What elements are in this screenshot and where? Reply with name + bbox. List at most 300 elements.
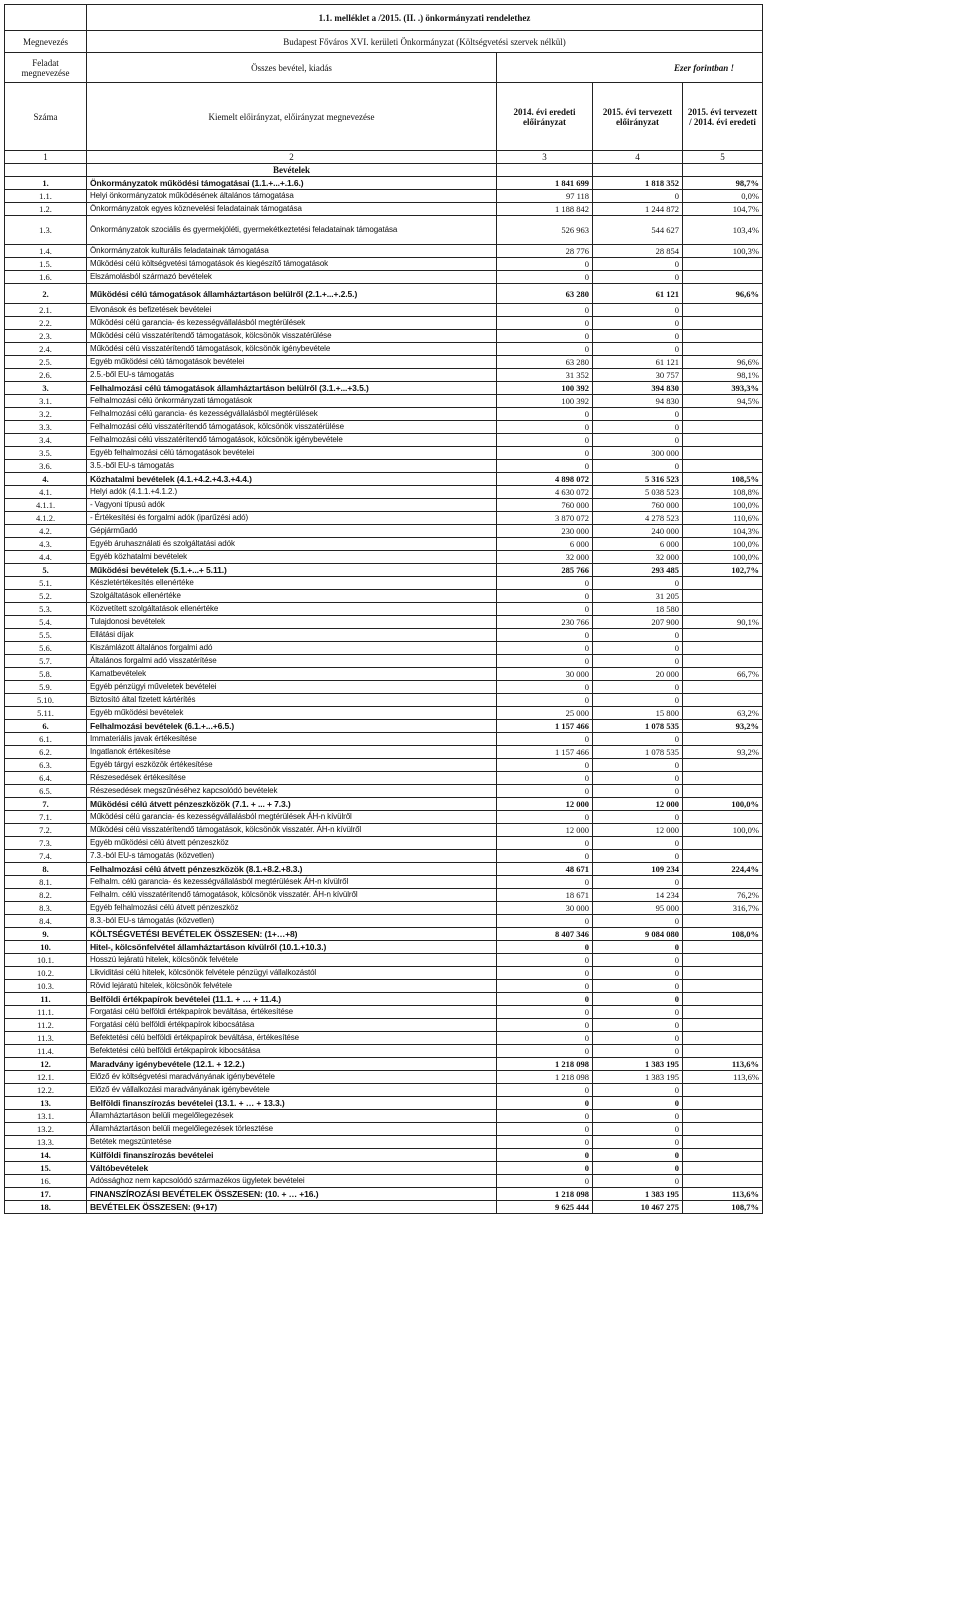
row-ratio bbox=[683, 343, 763, 356]
row-number: 11. bbox=[5, 993, 87, 1006]
index-2: 2 bbox=[87, 151, 497, 164]
row-number: 5.4. bbox=[5, 616, 87, 629]
row-description: Működési célú visszatérítendő támogatások, kölcsönök visszatérülése bbox=[87, 330, 497, 343]
row-2015-value: 240 000 bbox=[593, 525, 683, 538]
row-description: Felhalmozási célú garancia- és kezességvállalásból megtérülések bbox=[87, 408, 497, 421]
row-number: 5.8. bbox=[5, 668, 87, 681]
row-number: 16. bbox=[5, 1175, 87, 1188]
row-number: 5.5. bbox=[5, 629, 87, 642]
table-row bbox=[5, 616, 763, 629]
row-2015-value: 0 bbox=[593, 304, 683, 317]
row-ratio bbox=[683, 629, 763, 642]
row-number: 12.2. bbox=[5, 1084, 87, 1097]
row-2015-value: 10 467 275 bbox=[593, 1201, 683, 1214]
row-2015-value: 0 bbox=[593, 577, 683, 590]
section-title: Bevételek bbox=[87, 164, 497, 177]
row-ratio bbox=[683, 733, 763, 746]
row-number: 5.11. bbox=[5, 707, 87, 720]
row-ratio bbox=[683, 642, 763, 655]
row-ratio bbox=[683, 941, 763, 954]
row-number: 10.2. bbox=[5, 967, 87, 980]
row-number: 4.3. bbox=[5, 538, 87, 551]
table-row bbox=[5, 824, 763, 837]
row-number: 2.3. bbox=[5, 330, 87, 343]
row-description: Forgatási célú belföldi értékpapírok beváltása, értékesítése bbox=[87, 1006, 497, 1019]
row-description: Felhalm. célú garancia- és kezességvállalásból megtérülések ÁH-n kívülről bbox=[87, 876, 497, 889]
row-number: 17. bbox=[5, 1188, 87, 1201]
row-2015-value: 20 000 bbox=[593, 668, 683, 681]
table-row bbox=[5, 343, 763, 356]
row-2014-value: 0 bbox=[497, 915, 593, 928]
row-2014-value: 0 bbox=[497, 317, 593, 330]
row-number: 7.1. bbox=[5, 811, 87, 824]
row-2015-value: 0 bbox=[593, 1045, 683, 1058]
col-2014-header: 2014. évi eredeti előirányzat bbox=[497, 83, 593, 151]
row-description: Maradvány igénybevétele (12.1. + 12.2.) bbox=[87, 1058, 497, 1071]
table-row bbox=[5, 1110, 763, 1123]
row-ratio bbox=[683, 1045, 763, 1058]
row-2015-value: 0 bbox=[593, 811, 683, 824]
row-2015-value: 300 000 bbox=[593, 447, 683, 460]
row-number: 8.3. bbox=[5, 902, 87, 915]
row-description: Egyéb pénzügyi műveletek bevételei bbox=[87, 681, 497, 694]
table-row bbox=[5, 317, 763, 330]
row-ratio bbox=[683, 1006, 763, 1019]
row-ratio bbox=[683, 304, 763, 317]
row-2014-value: 9 625 444 bbox=[497, 1201, 593, 1214]
row-description: Részesedések értékesítése bbox=[87, 772, 497, 785]
row-2014-value: 8 407 346 bbox=[497, 928, 593, 941]
row-description: Egyéb áruhasználati és szolgáltatási adók bbox=[87, 538, 497, 551]
row-2014-value: 100 392 bbox=[497, 395, 593, 408]
row-description: BEVÉTELEK ÖSSZESEN: (9+17) bbox=[87, 1201, 497, 1214]
table-row bbox=[5, 1071, 763, 1084]
table-row bbox=[5, 551, 763, 564]
row-description: Helyi önkormányzatok működésének általános támogatása bbox=[87, 190, 497, 203]
table-row bbox=[5, 460, 763, 473]
row-2014-value: 0 bbox=[497, 759, 593, 772]
table-row bbox=[5, 967, 763, 980]
row-ratio: 113,6% bbox=[683, 1071, 763, 1084]
row-ratio: 98,7% bbox=[683, 177, 763, 190]
row-ratio: 93,2% bbox=[683, 746, 763, 759]
row-ratio: 113,6% bbox=[683, 1188, 763, 1201]
row-2014-value: 0 bbox=[497, 1175, 593, 1188]
table-row bbox=[5, 434, 763, 447]
row-ratio bbox=[683, 980, 763, 993]
table-row bbox=[5, 811, 763, 824]
row-description: Ellátási díjak bbox=[87, 629, 497, 642]
row-2014-value: 25 000 bbox=[497, 707, 593, 720]
row-description: Önkormányzatok működési támogatásai (1.1.+...+.1.6.) bbox=[87, 177, 497, 190]
table-row bbox=[5, 1188, 763, 1201]
table-body bbox=[5, 177, 763, 1214]
table-row bbox=[5, 473, 763, 486]
currency-note: Ezer forintban ! bbox=[497, 53, 763, 83]
row-description: Önkormányzatok szociális és gyermekjóléti, gyermekétkeztetési feladatainak támogatása bbox=[87, 216, 497, 245]
table-row bbox=[5, 837, 763, 850]
row-2015-value: 0 bbox=[593, 1019, 683, 1032]
row-number: 3.2. bbox=[5, 408, 87, 421]
row-2014-value: 0 bbox=[497, 271, 593, 284]
row-2015-value: 0 bbox=[593, 434, 683, 447]
row-2014-value: 0 bbox=[497, 941, 593, 954]
row-ratio bbox=[683, 434, 763, 447]
row-2014-value: 0 bbox=[497, 1084, 593, 1097]
row-2014-value: 0 bbox=[497, 967, 593, 980]
row-2015-value: 94 830 bbox=[593, 395, 683, 408]
table-row bbox=[5, 889, 763, 902]
row-description: Tulajdonosi bevételek bbox=[87, 616, 497, 629]
task-value: Összes bevétel, kiadás bbox=[87, 53, 497, 83]
row-ratio: 224,4% bbox=[683, 863, 763, 876]
row-2014-value: 0 bbox=[497, 1149, 593, 1162]
row-ratio: 94,5% bbox=[683, 395, 763, 408]
row-ratio: 104,7% bbox=[683, 203, 763, 216]
table-row bbox=[5, 1162, 763, 1175]
row-2014-value: 230 766 bbox=[497, 616, 593, 629]
table-row bbox=[5, 993, 763, 1006]
budget-table bbox=[4, 4, 763, 1214]
row-description: Felhalm. célú visszatérítendő támogatások, kölcsönök visszatér. ÁH-n kívülről bbox=[87, 889, 497, 902]
row-2015-value: 18 580 bbox=[593, 603, 683, 616]
row-2014-value: 30 000 bbox=[497, 902, 593, 915]
row-2014-value: 0 bbox=[497, 603, 593, 616]
table-row bbox=[5, 258, 763, 271]
row-description: Egyéb tárgyi eszközök értékesítése bbox=[87, 759, 497, 772]
table-row bbox=[5, 577, 763, 590]
row-2015-value: 0 bbox=[593, 954, 683, 967]
row-description: Működési célú támogatások államháztartáson belülről (2.1.+...+.2.5.) bbox=[87, 284, 497, 304]
row-description: Likviditási célú hitelek, kölcsönök felvétele pénzügyi vállalkozástól bbox=[87, 967, 497, 980]
row-number: 11.4. bbox=[5, 1045, 87, 1058]
row-2014-value: 0 bbox=[497, 694, 593, 707]
row-number: 11.2. bbox=[5, 1019, 87, 1032]
row-description: Kiszámlázott általános forgalmi adó bbox=[87, 642, 497, 655]
row-2014-value: 1 218 098 bbox=[497, 1188, 593, 1201]
row-2015-value: 32 000 bbox=[593, 551, 683, 564]
table-row bbox=[5, 190, 763, 203]
row-2014-value: 0 bbox=[497, 655, 593, 668]
row-ratio bbox=[683, 915, 763, 928]
table-row bbox=[5, 525, 763, 538]
row-ratio bbox=[683, 837, 763, 850]
row-ratio bbox=[683, 967, 763, 980]
row-2015-value: 28 854 bbox=[593, 245, 683, 258]
table-row bbox=[5, 395, 763, 408]
row-number: 7. bbox=[5, 798, 87, 811]
row-ratio bbox=[683, 1162, 763, 1175]
row-ratio bbox=[683, 1110, 763, 1123]
row-2015-value: 95 000 bbox=[593, 902, 683, 915]
row-2014-value: 0 bbox=[497, 811, 593, 824]
table-row bbox=[5, 382, 763, 395]
budget-sheet bbox=[4, 4, 762, 1214]
row-number: 13.3. bbox=[5, 1136, 87, 1149]
table-row bbox=[5, 850, 763, 863]
table-row bbox=[5, 798, 763, 811]
row-2015-value: 0 bbox=[593, 1175, 683, 1188]
row-ratio bbox=[683, 993, 763, 1006]
row-description: Előző év költségvetési maradványának igénybevétele bbox=[87, 1071, 497, 1084]
row-2015-value: 0 bbox=[593, 1097, 683, 1110]
row-2014-value: 63 280 bbox=[497, 356, 593, 369]
table-row bbox=[5, 785, 763, 798]
row-description: 2.5.-ből EU-s támogatás bbox=[87, 369, 497, 382]
row-number: 1.3. bbox=[5, 216, 87, 245]
row-2014-value: 3 870 072 bbox=[497, 512, 593, 525]
row-description: Általános forgalmi adó visszatérítése bbox=[87, 655, 497, 668]
table-row bbox=[5, 216, 763, 245]
row-number: 12. bbox=[5, 1058, 87, 1071]
row-ratio bbox=[683, 1019, 763, 1032]
row-description: Működési célú visszatérítendő támogatások, kölcsönök igénybevétele bbox=[87, 343, 497, 356]
row-ratio: 76,2% bbox=[683, 889, 763, 902]
row-ratio bbox=[683, 408, 763, 421]
row-2015-value: 0 bbox=[593, 1006, 683, 1019]
col-2015-header: 2015. évi tervezett előirányzat bbox=[593, 83, 683, 151]
table-row bbox=[5, 408, 763, 421]
row-2015-value: 1 078 535 bbox=[593, 720, 683, 733]
row-ratio bbox=[683, 421, 763, 434]
row-number: 1.6. bbox=[5, 271, 87, 284]
row-ratio: 108,8% bbox=[683, 486, 763, 499]
row-2014-value: 1 188 842 bbox=[497, 203, 593, 216]
table-row bbox=[5, 1019, 763, 1032]
row-ratio bbox=[683, 694, 763, 707]
table-row bbox=[5, 1006, 763, 1019]
table-row bbox=[5, 928, 763, 941]
table-row bbox=[5, 590, 763, 603]
row-number: 10.1. bbox=[5, 954, 87, 967]
row-description: Működési célú átvett pénzeszközök (7.1. + ... + 7.3.) bbox=[87, 798, 497, 811]
row-number: 10.3. bbox=[5, 980, 87, 993]
row-ratio bbox=[683, 1175, 763, 1188]
row-2015-value: 1 244 872 bbox=[593, 203, 683, 216]
row-2014-value: 285 766 bbox=[497, 564, 593, 577]
row-number: 13. bbox=[5, 1097, 87, 1110]
row-ratio bbox=[683, 447, 763, 460]
row-number: 9. bbox=[5, 928, 87, 941]
row-description: Működési bevételek (5.1.+...+ 5.11.) bbox=[87, 564, 497, 577]
row-2015-value: 1 818 352 bbox=[593, 177, 683, 190]
row-description: Önkormányzatok egyes köznevelési feladatainak támogatása bbox=[87, 203, 497, 216]
row-2015-value: 0 bbox=[593, 408, 683, 421]
table-row bbox=[5, 668, 763, 681]
row-ratio: 98,1% bbox=[683, 369, 763, 382]
row-2015-value: 0 bbox=[593, 1162, 683, 1175]
row-number: 8.4. bbox=[5, 915, 87, 928]
row-description: KÖLTSÉGVETÉSI BEVÉTELEK ÖSSZESEN: (1+…+8) bbox=[87, 928, 497, 941]
table-row bbox=[5, 447, 763, 460]
row-ratio: 316,7% bbox=[683, 902, 763, 915]
row-2015-value: 5 316 523 bbox=[593, 473, 683, 486]
row-2014-value: 0 bbox=[497, 258, 593, 271]
row-2015-value: 14 234 bbox=[593, 889, 683, 902]
row-2015-value: 0 bbox=[593, 1123, 683, 1136]
row-2015-value: 0 bbox=[593, 733, 683, 746]
row-2015-value: 6 000 bbox=[593, 538, 683, 551]
row-description: Helyi adók (4.1.1.+4.1.2.) bbox=[87, 486, 497, 499]
row-ratio bbox=[683, 1084, 763, 1097]
table-row bbox=[5, 512, 763, 525]
row-2015-value: 0 bbox=[593, 421, 683, 434]
row-2015-value: 0 bbox=[593, 694, 683, 707]
row-2015-value: 12 000 bbox=[593, 824, 683, 837]
row-ratio: 108,0% bbox=[683, 928, 763, 941]
corner-cell bbox=[5, 5, 87, 31]
row-2014-value: 31 352 bbox=[497, 369, 593, 382]
row-number: 1.4. bbox=[5, 245, 87, 258]
table-row bbox=[5, 941, 763, 954]
row-2015-value: 30 757 bbox=[593, 369, 683, 382]
row-2014-value: 100 392 bbox=[497, 382, 593, 395]
row-2014-value: 0 bbox=[497, 1019, 593, 1032]
row-2015-value: 1 383 195 bbox=[593, 1058, 683, 1071]
row-2014-value: 0 bbox=[497, 850, 593, 863]
row-2014-value: 18 671 bbox=[497, 889, 593, 902]
row-description: Adóssághoz nem kapcsolódó származékos ügyletek bevételei bbox=[87, 1175, 497, 1188]
table-row bbox=[5, 486, 763, 499]
row-2015-value: 61 121 bbox=[593, 284, 683, 304]
row-description: Önkormányzatok kulturális feladatainak támogatása bbox=[87, 245, 497, 258]
row-2014-value: 48 671 bbox=[497, 863, 593, 876]
row-description: FINANSZÍROZÁSI BEVÉTELEK ÖSSZESEN: (10. + … +16.) bbox=[87, 1188, 497, 1201]
row-description: Forgatási célú belföldi értékpapírok kibocsátása bbox=[87, 1019, 497, 1032]
row-ratio bbox=[683, 811, 763, 824]
row-number: 1. bbox=[5, 177, 87, 190]
row-ratio: 103,4% bbox=[683, 216, 763, 245]
org-value: Budapest Főváros XVI. kerületi Önkormányzat (Költségvetési szervek nélkül) bbox=[87, 31, 763, 53]
row-number: 4.1. bbox=[5, 486, 87, 499]
row-2014-value: 0 bbox=[497, 954, 593, 967]
row-2014-value: 526 963 bbox=[497, 216, 593, 245]
row-description: Működési célú garancia- és kezességvállalásból megtérülések bbox=[87, 317, 497, 330]
row-ratio: 96,6% bbox=[683, 356, 763, 369]
row-2015-value: 0 bbox=[593, 1149, 683, 1162]
row-number: 11.1. bbox=[5, 1006, 87, 1019]
row-description: Rövid lejáratú hitelek, kölcsönök felvétele bbox=[87, 980, 497, 993]
row-2014-value: 0 bbox=[497, 980, 593, 993]
table-row bbox=[5, 177, 763, 190]
row-ratio: 96,6% bbox=[683, 284, 763, 304]
row-2014-value: 0 bbox=[497, 1006, 593, 1019]
row-2015-value: 0 bbox=[593, 330, 683, 343]
row-2014-value: 0 bbox=[497, 460, 593, 473]
row-2015-value: 0 bbox=[593, 967, 683, 980]
row-number: 5.6. bbox=[5, 642, 87, 655]
row-ratio: 100,3% bbox=[683, 245, 763, 258]
row-number: 3.5. bbox=[5, 447, 87, 460]
table-row bbox=[5, 304, 763, 317]
col-name-header: Kiemelt előirányzat, előirányzat megnevezése bbox=[87, 83, 497, 151]
row-description: Elvonások és befizetések bevételei bbox=[87, 304, 497, 317]
row-number: 3.6. bbox=[5, 460, 87, 473]
row-2014-value: 0 bbox=[497, 1032, 593, 1045]
row-number: 8.2. bbox=[5, 889, 87, 902]
row-2014-value: 0 bbox=[497, 447, 593, 460]
table-row bbox=[5, 902, 763, 915]
row-2015-value: 394 830 bbox=[593, 382, 683, 395]
row-2014-value: 0 bbox=[497, 772, 593, 785]
row-2015-value: 0 bbox=[593, 993, 683, 1006]
row-ratio: 104,3% bbox=[683, 525, 763, 538]
row-ratio bbox=[683, 330, 763, 343]
row-description: Működési célú költségvetési támogatások és kiegészítő támogatások bbox=[87, 258, 497, 271]
row-number: 3.4. bbox=[5, 434, 87, 447]
row-description: - Vagyoni típusú adók bbox=[87, 499, 497, 512]
row-ratio bbox=[683, 1136, 763, 1149]
row-2015-value: 1 383 195 bbox=[593, 1188, 683, 1201]
row-ratio bbox=[683, 577, 763, 590]
row-ratio: 100,0% bbox=[683, 798, 763, 811]
row-2015-value: 0 bbox=[593, 941, 683, 954]
row-2015-value: 0 bbox=[593, 258, 683, 271]
row-ratio: 100,0% bbox=[683, 824, 763, 837]
row-2015-value: 0 bbox=[593, 876, 683, 889]
row-number: 5.3. bbox=[5, 603, 87, 616]
index-1: 1 bbox=[5, 151, 87, 164]
row-description: Biztosító által fizetett kártérítés bbox=[87, 694, 497, 707]
row-ratio: 100,0% bbox=[683, 538, 763, 551]
row-description: Készletértékesítés ellenértéke bbox=[87, 577, 497, 590]
row-2014-value: 32 000 bbox=[497, 551, 593, 564]
row-description: Felhalmozási célú támogatások államháztartáson belülről (3.1.+...+3.5.) bbox=[87, 382, 497, 395]
row-description: Befektetési célú belföldi értékpapírok kibocsátása bbox=[87, 1045, 497, 1058]
row-2015-value: 5 038 523 bbox=[593, 486, 683, 499]
row-2015-value: 0 bbox=[593, 343, 683, 356]
table-row bbox=[5, 694, 763, 707]
table-row bbox=[5, 1136, 763, 1149]
row-ratio: 113,6% bbox=[683, 1058, 763, 1071]
row-description: Államháztartáson belüli megelőlegezések bbox=[87, 1110, 497, 1123]
table-row bbox=[5, 629, 763, 642]
row-ratio bbox=[683, 759, 763, 772]
row-2015-value: 0 bbox=[593, 785, 683, 798]
row-ratio: 108,5% bbox=[683, 473, 763, 486]
row-2014-value: 0 bbox=[497, 629, 593, 642]
row-2015-value: 760 000 bbox=[593, 499, 683, 512]
row-number: 3. bbox=[5, 382, 87, 395]
row-ratio: 100,0% bbox=[683, 499, 763, 512]
row-2014-value: 28 776 bbox=[497, 245, 593, 258]
row-number: 4.1.2. bbox=[5, 512, 87, 525]
table-row bbox=[5, 271, 763, 284]
row-description: Működési célú garancia- és kezességvállalásból megtérülések ÁH-n kívülről bbox=[87, 811, 497, 824]
table-row bbox=[5, 1123, 763, 1136]
row-2015-value: 61 121 bbox=[593, 356, 683, 369]
row-2014-value: 0 bbox=[497, 590, 593, 603]
row-2014-value: 1 157 466 bbox=[497, 720, 593, 733]
row-2014-value: 0 bbox=[497, 1097, 593, 1110]
row-number: 3.1. bbox=[5, 395, 87, 408]
row-2014-value: 1 218 098 bbox=[497, 1058, 593, 1071]
row-2015-value: 0 bbox=[593, 317, 683, 330]
row-number: 13.2. bbox=[5, 1123, 87, 1136]
row-number: 6.3. bbox=[5, 759, 87, 772]
row-number: 10. bbox=[5, 941, 87, 954]
row-description: Külföldi finanszírozás bevételei bbox=[87, 1149, 497, 1162]
row-ratio: 108,7% bbox=[683, 1201, 763, 1214]
row-ratio: 90,1% bbox=[683, 616, 763, 629]
row-ratio bbox=[683, 590, 763, 603]
table-row bbox=[5, 772, 763, 785]
row-2015-value: 293 485 bbox=[593, 564, 683, 577]
row-2015-value: 1 078 535 bbox=[593, 746, 683, 759]
row-2014-value: 1 218 098 bbox=[497, 1071, 593, 1084]
row-number: 7.4. bbox=[5, 850, 87, 863]
table-row bbox=[5, 915, 763, 928]
